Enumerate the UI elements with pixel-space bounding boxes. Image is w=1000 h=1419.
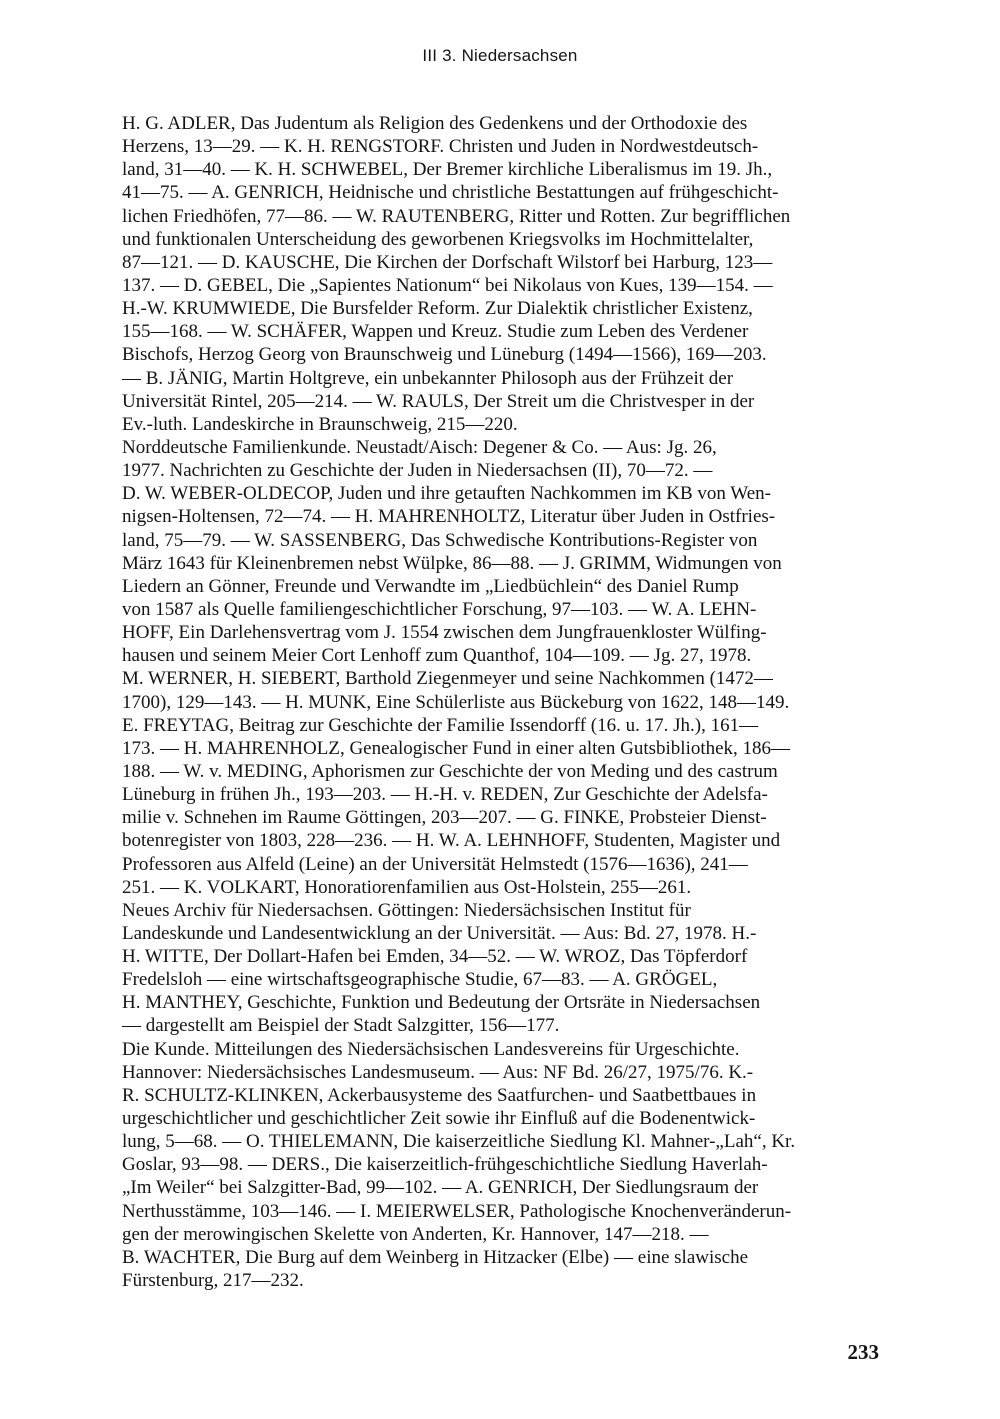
text-line: HOFF, Ein Darlehensvertrag vom J. 1554 zwischen dem Jungfrauenkloster Wülfing- — [122, 622, 767, 644]
text-line: Bischofs, Herzog Georg von Braunschweig und Lüneburg (1494—1566), 169—203. — [122, 344, 767, 366]
text-line: 1700), 129—143. — H. MUNK, Eine Schülerliste aus Bückeburg von 1622, 148—149. — [122, 691, 790, 713]
text-line: Die Kunde. Mitteilungen des Niedersächsischen Landesvereins für Urgeschichte. — [122, 1038, 740, 1060]
page-number: 233 — [847, 1340, 879, 1364]
text-line: 41—75. — A. GENRICH, Heidnische und christliche Bestattungen auf frühgeschicht- — [122, 182, 779, 204]
text-line: Liedern an Gönner, Freunde und Verwandte im „Liedbüchlein“ des Daniel Rump — [122, 575, 739, 597]
text-line: Ev.-luth. Landeskirche in Braunschweig, 215—220. — [122, 413, 518, 435]
text-line: urgeschichtlicher und geschichtlicher Zeit sowie ihr Einfluß auf die Bodenentwick- — [122, 1108, 756, 1130]
text-line: E. FREYTAG, Beitrag zur Geschichte der Familie Issendorff (16. u. 17. Jh.), 161— — [122, 714, 759, 736]
text-line: nigsen-Holtensen, 72—74. — H. MAHRENHOLTZ, Literatur über Juden in Ostfries- — [122, 506, 776, 528]
text-line: — dargestellt am Beispiel der Stadt Salzgitter, 156—177. — [122, 1015, 560, 1037]
text-line: botenregister von 1803, 228—236. — H. W. A. LEHNHOFF, Studenten, Magister und — [122, 830, 781, 852]
text-line: — B. JÄNIG, Martin Holtgreve, ein unbekannter Philosoph aus der Frühzeit der — [122, 367, 734, 389]
text-line: Neues Archiv für Niedersachsen. Göttingen: Niedersächsischen Institut für — [122, 899, 691, 921]
text-line: Fredelsloh — eine wirtschaftsgeographische Studie, 67—83. — A. GRÖGEL, — [122, 969, 718, 991]
text-line: Hannover: Niedersächsisches Landesmuseum. — Aus: NF Bd. 26/27, 1975/76. K.- — [122, 1061, 754, 1083]
text-line: Goslar, 93—98. — DERS., Die kaiserzeitlich-frühgeschichtliche Siedlung Haverlah- — [122, 1154, 768, 1176]
text-line: Nerthusstämme, 103—146. — I. MEIERWELSER, Pathologische Knochenveränderun- — [122, 1200, 792, 1222]
text-line: land, 31—40. — K. H. SCHWEBEL, Der Bremer kirchliche Liberalismus im 19. Jh., — [122, 159, 773, 181]
text-line: 155—168. — W. SCHÄFER, Wappen und Kreuz. Studie zum Leben des Verdener — [122, 321, 749, 343]
text-line: gen der merowingischen Skelette von Anderten, Kr. Hannover, 147—218. — — [122, 1223, 709, 1245]
text-line: H. MANTHEY, Geschichte, Funktion und Bedeutung der Ortsräte in Niedersachsen — [122, 992, 761, 1014]
text-line: M. WERNER, H. SIEBERT, Barthold Ziegenmeyer und seine Nachkommen (1472— — [122, 668, 773, 690]
text-line: und funktionalen Unterscheidung des geworbenen Kriegsvolks im Hochmittelalter, — [122, 228, 754, 250]
text-line: Landeskunde und Landesentwicklung an der Universität. — Aus: Bd. 27, 1978. H.- — [122, 922, 757, 944]
text-line: „Im Weiler“ bei Salzgitter-Bad, 99—102. — A. GENRICH, Der Siedlungsraum der — [122, 1177, 759, 1199]
running-title: III 3. Niedersachsen — [422, 46, 578, 65]
text-line: Fürstenburg, 217—232. — [122, 1270, 304, 1292]
text-line: März 1643 für Kleinenbremen nebst Wülpke, 86—88. — J. GRIMM, Widmungen von — [122, 552, 782, 574]
text-line: lichen Friedhöfen, 77—86. — W. RAUTENBERG, Ritter und Rotten. Zur begrifflichen — [122, 205, 791, 227]
text-line: land, 75—79. — W. SASSENBERG, Das Schwedische Kontributions-Register von — [122, 529, 758, 551]
text-line: D. W. WEBER-OLDECOP, Juden und ihre getauften Nachkommen im KB von Wen- — [122, 483, 771, 505]
text-line: H. G. ADLER, Das Judentum als Religion des Gedenkens und der Orthodoxie des — [122, 113, 748, 134]
text-line: 137. — D. GEBEL, Die „Sapientes Nationum“ bei Nikolaus von Kues, 139—154. — — [122, 274, 773, 296]
text-line: hausen und seinem Meier Cort Lenhoff zum Quanthof, 104—109. — Jg. 27, 1978. — [122, 645, 752, 667]
text-line: 87—121. — D. KAUSCHE, Die Kirchen der Dorfschaft Wilstorf bei Harburg, 123— — [122, 251, 773, 273]
text-line: 188. — W. v. MEDING, Aphorismen zur Geschichte der von Meding und des castrum — [122, 760, 778, 782]
text-line: Lüneburg in frühen Jh., 193—203. — H.-H. v. REDEN, Zur Geschichte der Adelsfa- — [122, 784, 768, 806]
text-line: R. SCHULTZ-KLINKEN, Ackerbausysteme des Saatfurchen- und Saatbettbaues in — [122, 1084, 757, 1106]
text-line: Herzens, 13—29. — K. H. RENGSTORF. Christen und Juden in Nordwestdeutsch- — [122, 136, 759, 158]
text-line: Universität Rintel, 205—214. — W. RAULS, Der Streit um die Christvesper in der — [122, 390, 755, 412]
text-line: Professoren aus Alfeld (Leine) an der Universität Helmstedt (1576—1636), 241— — [122, 853, 748, 875]
text-line: 1977. Nachrichten zu Geschichte der Juden in Niedersachsen (II), 70—72. — — [122, 460, 713, 482]
text-line: 173. — H. MAHRENHOLZ, Genealogischer Fund in einer alten Gutsbibliothek, 186— — [122, 737, 791, 759]
text-line: von 1587 als Quelle familiengeschichtlicher Forschung, 97—103. — W. A. LEHN- — [122, 598, 757, 620]
text-line: milie v. Schnehen im Raume Göttingen, 203—207. — G. FINKE, Probsteier Dienst- — [122, 807, 767, 829]
text-line: Norddeutsche Familienkunde. Neustadt/Aisch: Degener & Co. — Aus: Jg. 26, — [122, 436, 717, 458]
text-line: B. WACHTER, Die Burg auf dem Weinberg in Hitzacker (Elbe) — eine slawische — [122, 1246, 749, 1268]
text-line: H. WITTE, Der Dollart-Hafen bei Emden, 34—52. — W. WROZ, Das Töpferdorf — [122, 946, 748, 968]
text-line: H.-W. KRUMWIEDE, Die Bursfelder Reform. Zur Dialektik christlicher Existenz, — [122, 298, 753, 320]
text-line: 251. — K. VOLKART, Honoratiorenfamilien aus Ost-Holstein, 255—261. — [122, 876, 692, 898]
text-line: lung, 5—68. — O. THIELEMANN, Die kaiserzeitliche Siedlung Kl. Mahner-„Lah“, Kr. — [122, 1131, 796, 1153]
bibliography-text — [122, 112, 878, 1292]
